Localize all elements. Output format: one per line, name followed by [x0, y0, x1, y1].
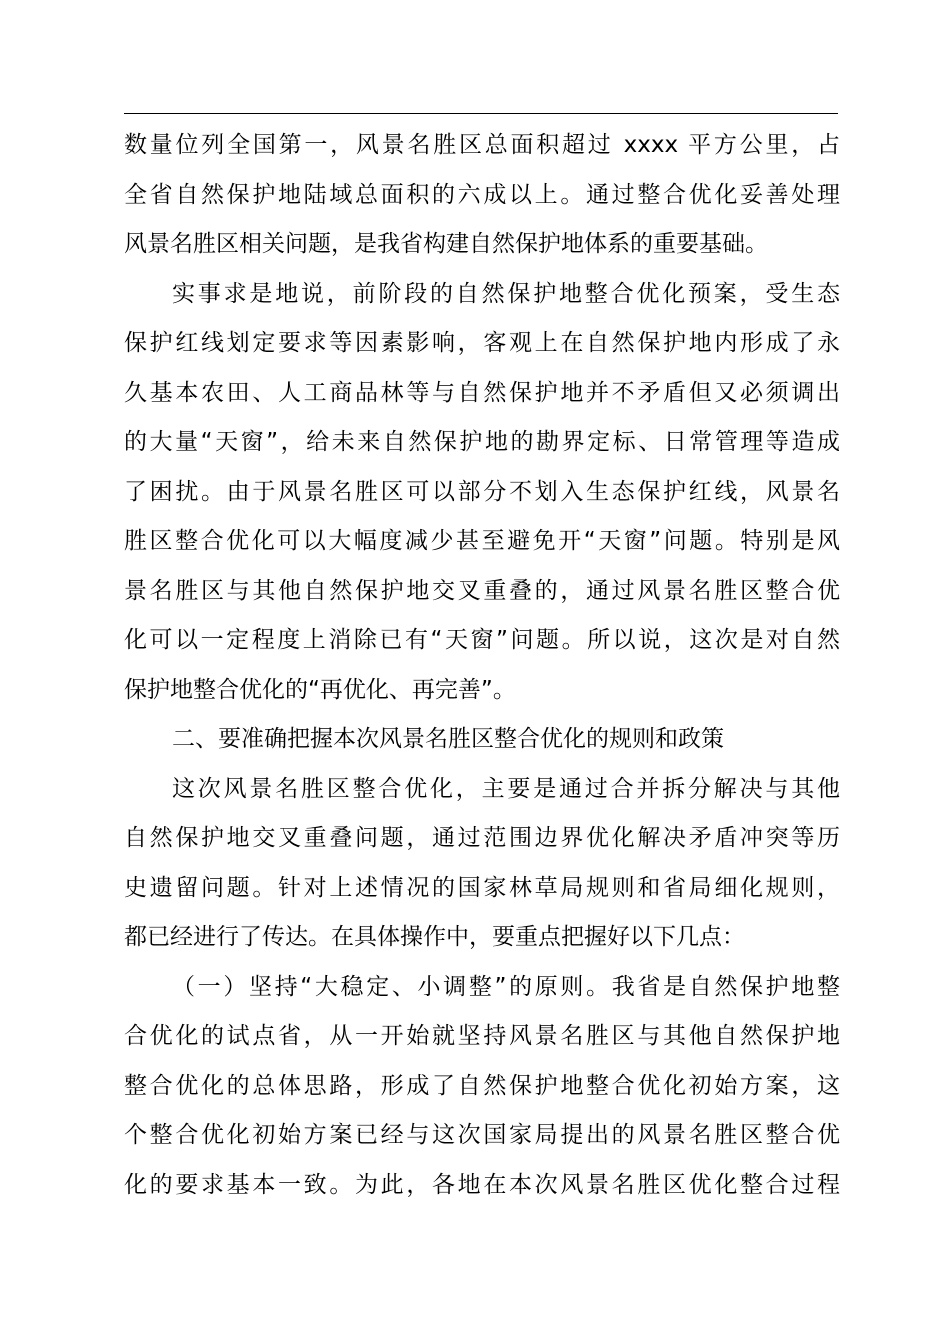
- text-line: 自然保护地交叉重叠问题，通过范围边界优化解决矛盾冲突等历: [124, 825, 840, 851]
- text-line: 了困扰。由于风景名胜区可以部分不划入生态保护红线，风景名: [124, 478, 840, 505]
- text-line: 合优化的试点省，从一开始就坚持风景名胜区与其他自然保护地: [124, 1023, 840, 1049]
- text-line: 个整合优化初始方案已经与这次国家局提出的风景名胜区整合优: [124, 1122, 840, 1148]
- text-line: （一）坚持“大稳定、小调整”的原则。我省是自然保护地整: [172, 973, 840, 1000]
- text-line: 化的要求基本一致。为此，各地在本次风景名胜区优化整合过程: [124, 1171, 840, 1198]
- text-line: 的大量“天窗”，给未来自然保护地的勘界定标、日常管理等造成: [124, 429, 840, 455]
- text-line: 整合优化的总体思路，形成了自然保护地整合优化初始方案，这: [124, 1072, 840, 1099]
- text-line: 胜区整合优化可以大幅度减少甚至避免开“天窗”问题。特别是风: [124, 528, 840, 554]
- text-line: 史遗留问题。针对上述情况的国家林草局规则和省局细化规则，: [124, 874, 840, 901]
- text-line: 都已经进行了传达。在具体操作中，要重点把握好以下几点：: [124, 924, 745, 950]
- body-text: [124, 121, 840, 1210]
- text-line: 二、要准确把握本次风景名胜区整合优化的规则和政策: [172, 726, 724, 752]
- text-line: 全省自然保护地陆域总面积的六成以上。通过整合优化妥善处理: [124, 181, 840, 208]
- text-line: 风景名胜区相关问题，是我省构建自然保护地体系的重要基础。: [124, 231, 768, 257]
- text-line: 保护地整合优化的“再优化、再完善”。: [124, 676, 516, 703]
- text-line: 保护红线划定要求等因素影响，客观上在自然保护地内形成了永: [124, 330, 840, 356]
- text-line: 久基本农田、人工商品林等与自然保护地并不矛盾但又必须调出: [124, 379, 840, 406]
- text-line: 实事求是地说，前阶段的自然保护地整合优化预案，受生态: [172, 280, 840, 307]
- text-line: 化可以一定程度上消除已有“天窗”问题。所以说，这次是对自然: [124, 627, 840, 653]
- text-line: 数量位列全国第一，风景名胜区总面积超过 xxxx 平方公里，占: [124, 132, 840, 158]
- header-rule: [124, 113, 838, 114]
- text-line: 这次风景名胜区整合优化，主要是通过合并拆分解决与其他: [172, 775, 840, 802]
- text-line: 景名胜区与其他自然保护地交叉重叠的，通过风景名胜区整合优: [124, 577, 840, 604]
